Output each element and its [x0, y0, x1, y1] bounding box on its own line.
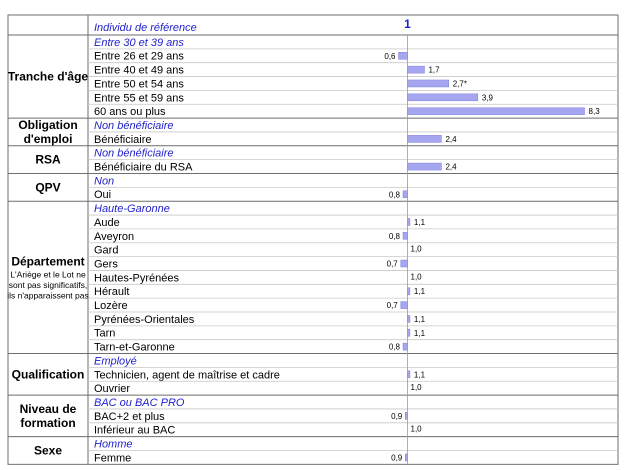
bar	[408, 66, 425, 73]
category-note: L'Ariège et le Lot ne sont pas significatifs, ils n'apparaissent pas	[7, 269, 89, 301]
modality-label: Tarn-et-Garonne	[94, 341, 175, 354]
value-label: 1,0	[410, 272, 422, 282]
value-label: 8,3	[588, 107, 600, 117]
value-label: 1,1	[413, 217, 426, 227]
value-label: 0,8	[388, 190, 400, 200]
modality-label: Lozère	[94, 300, 128, 312]
value-label: 2,7*	[452, 79, 467, 89]
value-label: 1,1	[413, 370, 426, 380]
reference-modality: Non bénéficiaire	[94, 119, 174, 132]
bar	[408, 163, 442, 170]
bar	[401, 260, 408, 267]
value-label: 3,9	[481, 93, 493, 103]
modality-label: Gers	[94, 258, 118, 271]
value-label: 0,7	[386, 259, 398, 269]
bar	[399, 52, 408, 59]
value-label: 1,1	[413, 328, 426, 338]
reference-modality: Haute-Garonne	[94, 203, 170, 216]
value-label: 1,1	[413, 314, 426, 324]
value-label: 1,0	[410, 383, 422, 393]
modality-label: Hérault	[94, 286, 130, 299]
modality-label: 60 ans ou plus	[94, 106, 166, 119]
reference-modality: BAC ou BAC PRO	[94, 396, 185, 409]
value-label: 0,9	[391, 411, 403, 421]
reference-header: Individu de référence	[94, 22, 197, 34]
category-label: Tranche d'âge	[7, 69, 89, 84]
value-label: 2,4	[445, 162, 457, 172]
value-label: 0,7	[386, 301, 398, 311]
modality-label: Entre 40 et 49 ans	[94, 64, 184, 77]
bar	[403, 191, 408, 198]
modality-label: Entre 55 et 59 ans	[94, 92, 184, 105]
modality-label: Technicien, agent de maîtrise et cadre	[94, 369, 280, 382]
category-label: Sexe	[33, 443, 63, 458]
value-label: 0,6	[384, 51, 396, 61]
value-label: 0,8	[388, 231, 400, 241]
modality-label: Inférieur au BAC	[94, 424, 176, 437]
modality-label: BAC+2 et plus	[94, 410, 165, 423]
bar	[408, 80, 449, 87]
modality-label: Ouvrier	[94, 383, 131, 396]
category-label: QPV	[35, 180, 61, 195]
value-label: 1,1	[413, 287, 426, 297]
value-label: 2,4	[445, 134, 457, 144]
modality-label: Bénéficiaire	[94, 133, 152, 146]
value-label: 0,8	[388, 342, 400, 352]
value-label: 1,7	[428, 65, 440, 75]
modality-label: Bénéficiaire du RSA	[94, 161, 193, 174]
bar	[401, 302, 408, 309]
category-label: Département	[11, 254, 85, 269]
bar	[408, 108, 585, 115]
modality-label: Tarn	[94, 327, 116, 340]
category-label: Qualification	[11, 367, 85, 382]
reference-modality: Non bénéficiaire	[94, 147, 174, 160]
modality-label: Aude	[94, 216, 120, 229]
modality-label: Entre 26 et 29 ans	[94, 50, 184, 63]
modality-label: Femme	[94, 452, 132, 465]
category-label: Niveau de formation	[19, 401, 77, 430]
value-label: 0,9	[391, 453, 403, 463]
reference-modality: Non	[94, 175, 115, 188]
bar	[403, 232, 408, 239]
value-label: 1,0	[410, 424, 422, 434]
modality-label: Pyrénées-Orientales	[94, 313, 195, 326]
bar	[408, 94, 478, 101]
category-label: RSA	[35, 152, 61, 167]
category-label: Obligation d'emploi	[18, 117, 78, 146]
modality-label: Gard	[94, 244, 119, 257]
bar	[408, 135, 442, 142]
reference-modality: Entre 30 et 39 ans	[94, 36, 184, 49]
modality-label: Hautes-Pyrénées	[94, 272, 179, 285]
bar	[403, 343, 408, 350]
value-label: 1,0	[410, 244, 422, 254]
modality-label: Aveyron	[94, 230, 135, 243]
baseline-label: 1	[404, 17, 411, 31]
modality-label: Oui	[94, 189, 112, 202]
modality-label: Entre 50 et 54 ans	[94, 78, 184, 91]
reference-modality: Employé	[94, 355, 137, 368]
reference-modality: Homme	[94, 438, 133, 451]
